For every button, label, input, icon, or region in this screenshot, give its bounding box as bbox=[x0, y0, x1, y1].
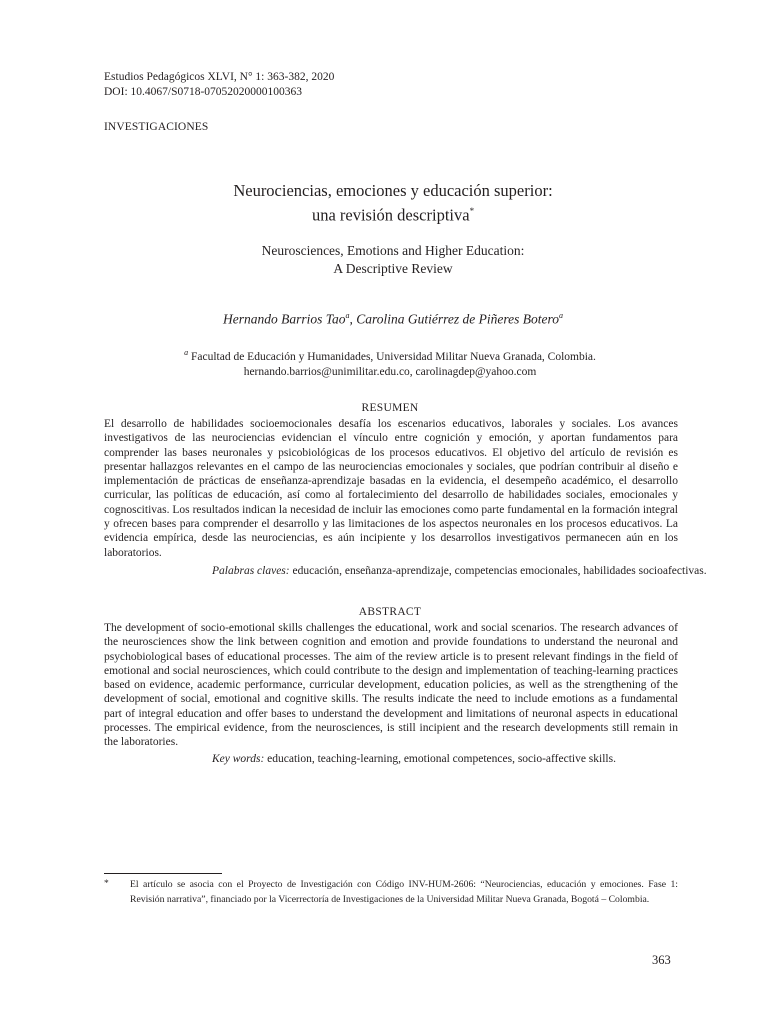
title-es-line2: una revisión descriptiva bbox=[311, 205, 470, 225]
footnote-divider bbox=[104, 873, 222, 874]
section-label: INVESTIGACIONES bbox=[104, 121, 209, 133]
article-title-english bbox=[0, 242, 768, 278]
journal-header bbox=[104, 70, 334, 100]
keywords-label: Palabras claves: bbox=[212, 565, 290, 577]
affiliation-line bbox=[0, 345, 768, 365]
journal-citation: Estudios Pedagógicos XLVI, N° 1: 363-382, 2020 bbox=[104, 71, 335, 83]
author-name: Hernando Barrios Tao bbox=[222, 311, 346, 327]
page-number: 363 bbox=[652, 953, 671, 967]
title-en-line1: Neurosciences, Emotions and Higher Education: bbox=[261, 243, 525, 258]
journal-doi: DOI: 10.4067/S0718-07052020000100363 bbox=[104, 86, 303, 98]
resumen-keywords bbox=[104, 565, 707, 577]
title-footnote-mark: * bbox=[469, 206, 475, 216]
author-affiliation-mark: a bbox=[345, 311, 350, 320]
keywords-list: educación, enseñanza-aprendizaje, competencias emocionales, habilidades socioafectivas. bbox=[289, 565, 707, 577]
abstract-keywords bbox=[104, 753, 678, 765]
abstract-heading: ABSTRACT bbox=[358, 606, 422, 618]
footnote-text: El artículo se asocia con el Proyecto de Investigación con Código INV-HUM-2606: “Neurociencias, educación y emociones. Fase 1: Revisión narrativa”, financiado por la Vicerrectoría de Investigaciones de la Universidad Militar Nueva Granada, Bogotá – Colombia. bbox=[130, 879, 678, 905]
footnote-mark: * bbox=[104, 879, 109, 889]
author-affiliation-mark: a bbox=[559, 311, 563, 320]
affiliation-mark: a bbox=[184, 348, 189, 357]
keywords-label: Key words: bbox=[212, 753, 265, 765]
affiliation-text: Facultad de Educación y Humanidades, Universidad Militar Nueva Granada, Colombia. bbox=[188, 350, 596, 363]
resumen-heading: RESUMEN bbox=[361, 402, 419, 414]
resumen-body bbox=[104, 417, 678, 560]
keywords-list: education, teaching-learning, emotional competences, socio-affective skills. bbox=[264, 753, 616, 765]
title-es-line2-wrap bbox=[0, 201, 768, 226]
author-emails: hernando.barrios@unimilitar.edu.co, carolinagdep@yahoo.com bbox=[243, 365, 537, 378]
author-name: Carolina Gutiérrez de Piñeres Botero bbox=[356, 311, 559, 327]
title-en-line2: A Descriptive Review bbox=[333, 261, 453, 276]
title-es-line1: Neurociencias, emociones y educación superior: bbox=[233, 181, 553, 200]
article-title-spanish bbox=[0, 180, 768, 226]
author-separator: , bbox=[349, 311, 357, 327]
resumen-paragraph: El desarrollo de habilidades socioemocionales desafía los escenarios educativos, laborales y sociales. Los avances investigativos de las neurociencias evidencian el vínculo entre cognición y emoción, y aportan fundamentos para comprender las bases neuronales y psicobiológicas de los procesos educativos. El objetivo del artículo de revisión es presentar hallazgos relevantes en el campo de las neurociencias emocionales y sociales, que podrían contribuir al diseño e implementación de prácticas de enseñanza-aprendizaje basadas en la evidencia, el desempeño académico, el desarrollo curricular, las políticas de educación, así como al fortalecimiento del desarrollo de habilidades sociales, emocionales y cognoscitivas. Los resultados indican la necesidad de incluir las emociones como parte fundamental en la formación integral y ofrecen bases para comprender el desarrollo y las limitaciones de los aspectos neuronales en los procesos educativos. La evidencia empírica, desde las neurociencias, es aún incipiente y los desarrollos investigativos permanecen aún en los laboratorios. bbox=[104, 418, 678, 559]
abstract-body bbox=[104, 621, 678, 750]
author-list bbox=[0, 311, 768, 328]
affiliation-block bbox=[0, 345, 768, 380]
abstract-paragraph: The development of socio-emotional skills challenges the educational, work and social scenarios. The research advances of the neurosciences show the link between cognition and emotion and provide foundations to understand the neuronal and psychobiological bases of educational processes. The aim of the review article is to present relevant findings in the field of emotional and social neurosciences, which could contribute to the design and implementation of teaching-learning practices based on evidence, academic performance, curricular development, education policies, as well as the strengthening of the development of social, emotional and cognitive skills. The results indicate the need to include emotions as a fundamental part of integral education and offer bases to understand the development and limitations of neuronal aspects in educational processes. The empirical evidence, from the neurosciences, is still incipient and the research developments still remain in the laboratories. bbox=[104, 622, 678, 749]
